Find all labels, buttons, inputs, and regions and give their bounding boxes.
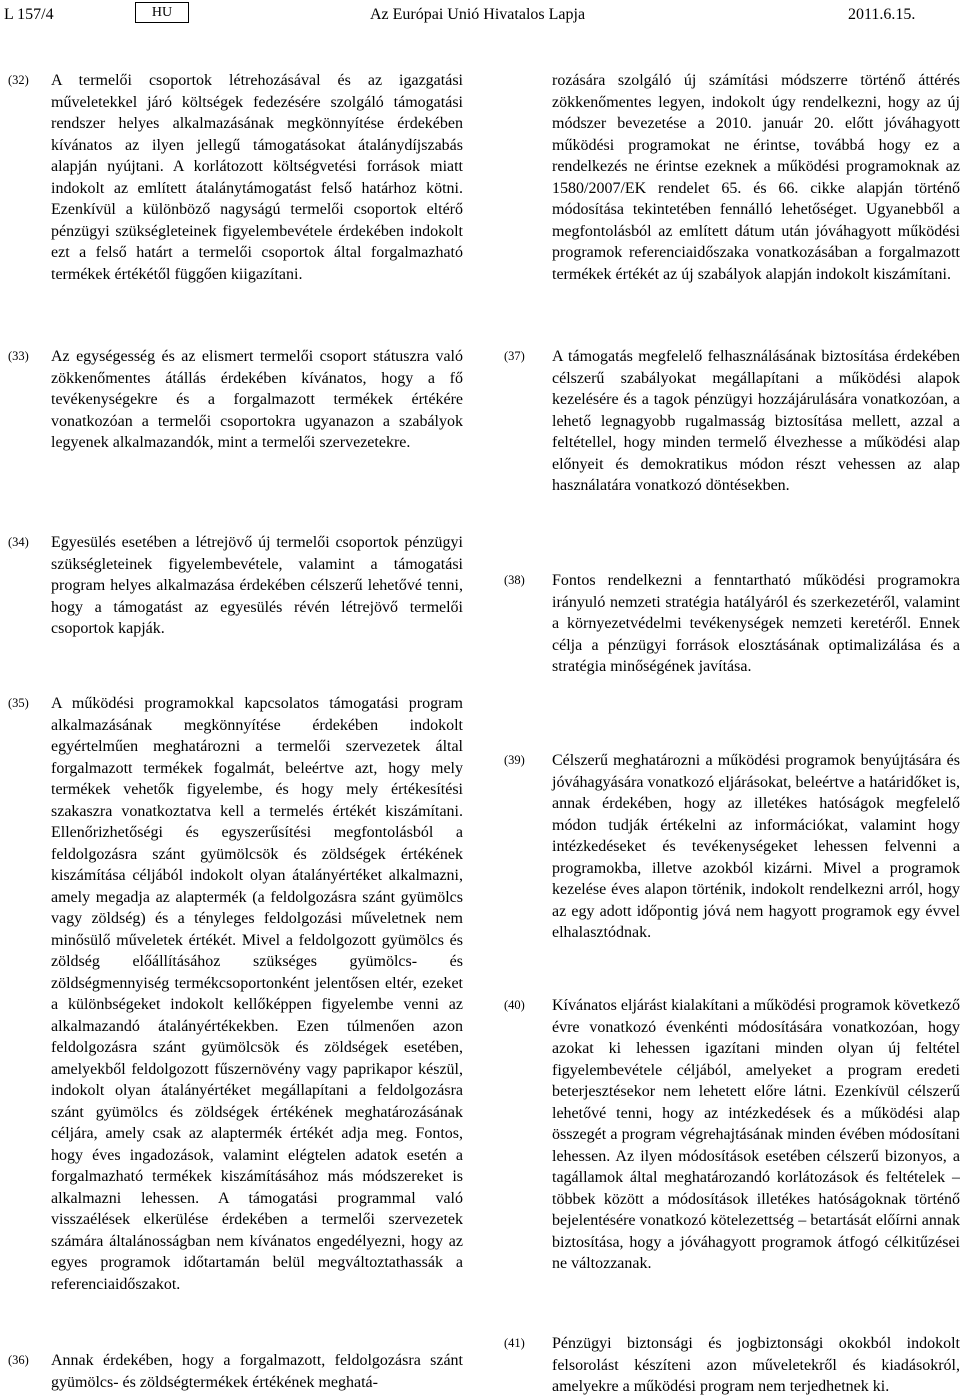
language-badge: HU bbox=[135, 2, 189, 23]
recital-text: Az egységesség és az elismert termelői csoport státuszra való zökkenőmentes átállás érdekében kívánatos, hogy a fő tevékenységekre és a forgalmazott termékek értékére vonatkozóan a termelői csoportokra ugyanazon a szabályok legyenek alkalmazandók, mint a termelői szervezetekre. bbox=[51, 348, 463, 451]
page-reference: L 157/4 bbox=[4, 6, 54, 23]
recital-number: (39) bbox=[504, 753, 525, 767]
recital-text: A termelői csoportok létrehozásával és az igazgatási műveletekkel járó költségek fedezésére szolgáló támogatási rendszer helyes alkalmazásának megkönnyítése érdekében kívánatos az ilyen jellegű támogatásokat átalánydíjszabás alapján nyújtani. A korlátozott költségvetési források miatt indokolt az említett átalánytámogatást felső határhoz kötni. Ezenkívül a különböző nagyságú termelői csoportok eltérő pénzügyi szükségleteinek figyelembevétele érdekében indokolt ezt a felső határt a termelői csoportok által forgalmazható termékek értékétől függően kiigazítani. bbox=[51, 72, 463, 283]
recital-number: (34) bbox=[8, 535, 29, 549]
recital-text: A működési programokkal kapcsolatos támogatási program alkalmazásának megkönnyítése érdekében indokolt egyértelműen meghatározni a termelői szervezetek által forgalmazott termékek fogalmát, beleértve azt, hogy mely termékek vehetők figyelembe, és hogy mely értékesítési szakaszra vonatkoztatva kell a termelés értékét kiszámítani. Ellenőrizhetőségi és egyszerűsítési megfontolásból a feldolgozásra szánt gyümölcsök és zöldségek értékének kiszámítása céljából indokolt olyan átalányértéket alkalmazni, amely megadja az alaptermék (a feldolgozásra szánt gyümölcs vagy zöldség) és a tényleges feldolgozási műveletnek nem minősülő műveletek értékét. Mivel a feldolgozott gyümölcs és zöldség előállításához szükséges gyümölcs- és zöldségmennyiség termékcsoportonként jelentősen eltér, ezeket a különbségeket indokolt kellőképpen figyelembe venni az alkalmazandó átalányértékekben. Ezen túlmenően azon feldolgozásra szánt gyümölcsök és zöldségek esetében, amelyekből feldolgozott fűszernövény vagy paprikapor készül, indokolt olyan átalányértéket megállapítani a feldolgozásra szánt gyümölcs és zöldségek értékének meghatározásának céljára, amely csak az alaptermék értékét adja meg. Fontos, hogy éves ingadozások, valamint elégtelen adatok esetén a forgalmazható termékek kiszámításához más módszereket is alkalmazni lehessen. A támogatási programmal való visszaélések elkerülése érdekében a termelői szervezetek számára általánosságban nem kívánatos engedélyezni, hogy az egyes programok időtartamán belül megváltoztathassák a referenciaidőszakot. bbox=[51, 695, 463, 1293]
recital-number: (38) bbox=[504, 573, 525, 587]
publication-date: 2011.6.15. bbox=[848, 6, 916, 23]
recital-text: Pénzügyi biztonsági és jogbiztonsági okokból indokolt felsorolást készíteni azon műveletekről és kiadásokról, amelyekre a működési program nem terjedhetnek ki. bbox=[552, 1335, 960, 1395]
page-header bbox=[0, 0, 960, 30]
recital-number: (40) bbox=[504, 998, 525, 1012]
recital-number: (36) bbox=[8, 1353, 29, 1367]
recital-text: A támogatás megfelelő felhasználásának biztosítása érdekében célszerű szabályokat megállapítani a működési alapok kezelésére és a tagok pénzügyi hozzájárulására vonatkozóan, a lehető legnagyobb rugalmasság biztosítása mellett, azzal a feltétellel, hogy minden termelő élvezhesse a működési alap előnyeit és demokratikus módon részt vehessen az alap használatára vonatkozó döntésekben. bbox=[552, 348, 960, 494]
recital-number: (35) bbox=[8, 696, 29, 710]
recital-number: (37) bbox=[504, 349, 525, 363]
recital-text: rozására szolgáló új számítási módszerre történő áttérés zökkenőmentes legyen, indokolt úgy rendelkezni, hogy az új módszer bevezetése a 2010. január 20. előtt jóváhagyott működési programokat ne érintse, továbbá hogy ez a rendelkezés ne érintse ezeknek a működési programoknak az 1580/2007/EK rendelet 65. és 66. cikke alapján történő módosítása tekintetében fennálló lehetőséget. Ugyanebből a megfontolásból az említett dátum után jóváhagyott működési programok referenciaidőszaka vonatkozásában a forgalmazott termékek értékét az új szabályok alapján indokolt kiszámítani. bbox=[552, 72, 960, 283]
recital-text: Annak érdekében, hogy a forgalmazott, feldolgozásra szánt gyümölcs- és zöldségtermékek értékének meghatá- bbox=[51, 1352, 463, 1391]
recital-number: (41) bbox=[504, 1336, 525, 1350]
recital-number: (33) bbox=[8, 349, 29, 363]
journal-title: Az Európai Unió Hivatalos Lapja bbox=[370, 6, 586, 23]
recital-text: Fontos rendelkezni a fenntartható működési programokra irányuló nemzeti stratégia hatályáról és szerkezetéről, valamint a környezetvédelmi tevékenységek nemzeti keretéről. Ennek célja a pénzügyi források elosztásának optimalizálása és a stratégia minőségének javítása. bbox=[552, 572, 960, 675]
recital-number: (32) bbox=[8, 73, 29, 87]
recital-text: Egyesülés esetében a létrejövő új termelői csoportok pénzügyi szükségleteinek figyelembevétele, valamint a támogatási program helyes alkalmazása érdekében célszerű lehetővé tenni, hogy a támogatást az egyesülés révén létrejövő termelői csoportok kapják. bbox=[51, 534, 463, 637]
recital-text: Célszerű meghatározni a működési programok benyújtására és jóváhagyására vonatkozó eljárásokat, beleértve a határidőket is, annak érdekében, hogy az illetékes hatóságok megfelelő módon tudják értékelni az információkat, valamint hogy intézkedéseket és tevékenységeket lehessen felvenni a programokba, illetve azokból kizárni. Mivel a programok kezelése éves alapon történik, indokolt rendelkezni arról, hogy az egy adott időpontig jóvá nem hagyott programok egy évvel elhalasztódnak. bbox=[552, 752, 960, 941]
recital-text: Kívánatos eljárást kialakítani a működési programok következő évre vonatkozó évenkénti módosítására vonatkozóan, hogy azokat ki lehessen igazítani minden olyan új feltétel figyelembevétele céljából, amelyeket a program eredeti beterjesztésekor nem lehetett előre látni. Ezenkívül célszerű lehetővé tenni, hogy az intézkedések és a működési alap összegét a program végrehajtásának minden évében módosítani lehessen. Az ilyen módosítások esetében célszerű bizonyos, a tagállamok által meghatározandó korlátozások és feltételek – többek között a módosítások illetékes hatóságoknak történő bejelentésére vonatkozó kötelezettség – betartását előírni annak biztosítása, hogy a jóváhagyott programok átfogó célkitűzései ne változzanak. bbox=[552, 997, 960, 1272]
